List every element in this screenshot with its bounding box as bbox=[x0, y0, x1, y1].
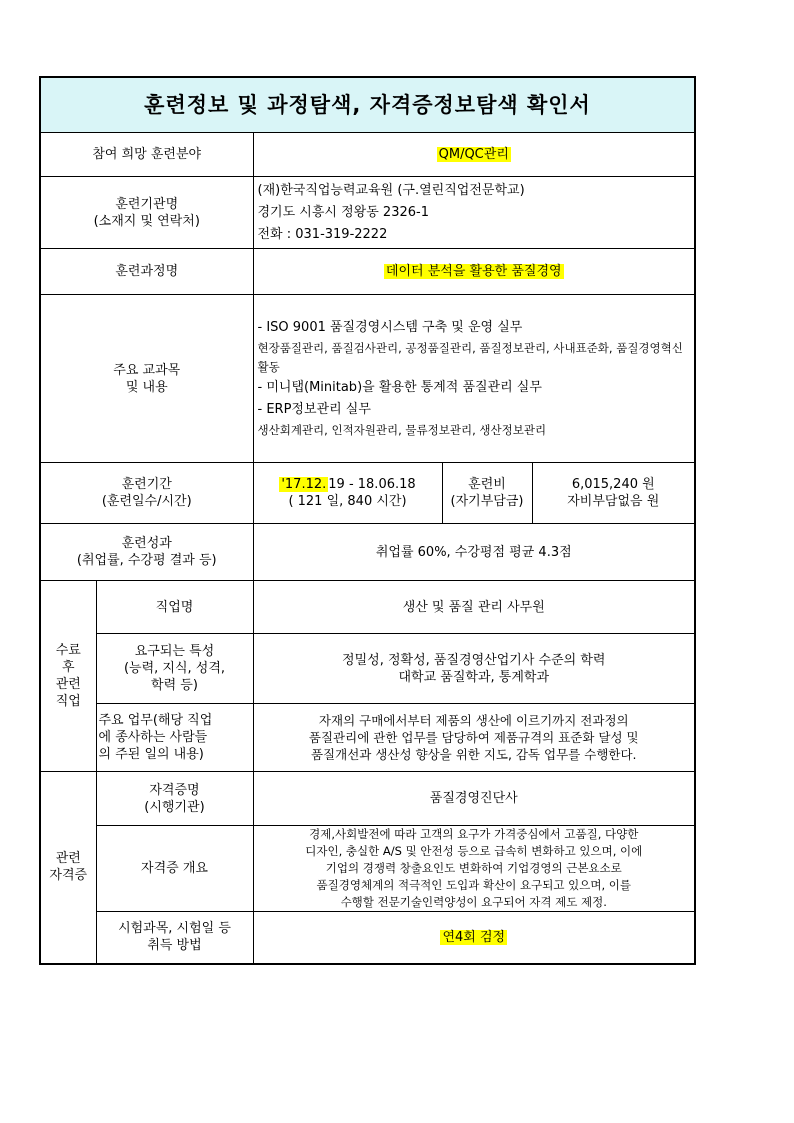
institution-label-cell bbox=[40, 177, 253, 249]
subjects-label-sub: 및 내용 bbox=[125, 379, 168, 395]
cert-group-label-line: 자격증 bbox=[49, 868, 88, 884]
field-label: 참여 희망 훈련분야 bbox=[40, 133, 253, 177]
field-value: QM/QC관리 bbox=[438, 147, 509, 162]
subject-detail: 생산회계관리, 인적자원관리, 물류정보관리, 생산정보관리 bbox=[257, 423, 547, 437]
institution-label: 훈련기관명 bbox=[115, 196, 179, 212]
cert-overview-line: 수행할 전문기술인력양성이 요구되어 자격 제도 제정. bbox=[340, 895, 607, 909]
cert-name-value: 품질경영진단사 bbox=[253, 772, 695, 826]
cert-overview-line: 기업의 경쟁력 창출요인도 변화하여 기업경영의 근본요소로 bbox=[325, 861, 622, 875]
fee-label-cell bbox=[442, 463, 532, 524]
results-value: 취업률 60%, 수강평점 평균 4.3점 bbox=[253, 524, 695, 581]
job-name-label: 직업명 bbox=[96, 581, 253, 634]
course-label: 훈련과정명 bbox=[40, 249, 253, 295]
job-traits-label bbox=[96, 634, 253, 704]
period-range bbox=[258, 476, 438, 493]
cert-overview-label: 자격증 개요 bbox=[96, 826, 253, 912]
field-value-cell bbox=[253, 133, 695, 177]
job-traits-value-line: 대학교 품질학과, 통계학과 bbox=[398, 669, 550, 685]
period-label-sub: (훈련일수/시간) bbox=[101, 494, 192, 509]
cert-exam-label bbox=[96, 912, 253, 964]
job-duty-value-line: 자재의 구매에서부터 제품의 생산에 이르기까지 전과정의 bbox=[318, 713, 629, 728]
course-value: 데이터 분석을 활용한 품질경영 bbox=[385, 264, 562, 279]
institution-phone: 전화 : 031-319-2222 bbox=[257, 226, 388, 242]
cert-overview-value bbox=[253, 826, 695, 912]
job-duty-label-line: 에 종사하는 사람들 bbox=[98, 730, 208, 745]
job-group-label-line: 관련 bbox=[55, 677, 81, 692]
job-group-label bbox=[40, 581, 96, 772]
results-label: 훈련성과 bbox=[121, 536, 172, 551]
cert-name-label-line: 자격증명 bbox=[149, 782, 200, 798]
job-duty-label-line: 주요 업무(해당 직업 bbox=[98, 713, 213, 728]
job-duty-value-line: 품질개선과 생산성 향상을 위한 지도, 감독 업무를 수행한다. bbox=[310, 747, 637, 762]
job-duty-value-line: 품질관리에 관한 업무를 담당하여 제품규격의 표준화 달성 및 bbox=[308, 730, 639, 745]
cert-exam-value-cell bbox=[253, 912, 695, 964]
job-duty-value bbox=[253, 704, 695, 772]
cert-overview-line: 경제,사회발전에 따라 고객의 요구가 가격중심에서 고품질, 다양한 bbox=[309, 827, 639, 841]
course-value-cell bbox=[253, 249, 695, 295]
job-duty-label-line: 의 주된 일의 내용) bbox=[98, 747, 204, 762]
institution-name: (재)한국직업능력교육원 (구.열린직업전문학교) bbox=[257, 182, 525, 198]
institution-address: 경기도 시흥시 정왕동 2326-1 bbox=[257, 204, 429, 220]
subject-item: - ERP정보관리 실무 bbox=[257, 402, 371, 417]
subjects-label: 주요 교과목 bbox=[113, 362, 181, 378]
cert-exam-label-line: 시험과목, 시험일 등 bbox=[118, 921, 231, 937]
job-traits-label-line: (능력, 지식, 성격, bbox=[123, 661, 226, 676]
job-group-label-line: 수료 bbox=[55, 643, 81, 658]
cert-exam-label-line: 취득 방법 bbox=[147, 938, 202, 954]
job-group-label-line: 직업 bbox=[55, 694, 81, 709]
fee-value-cell bbox=[532, 463, 695, 524]
job-duty-label bbox=[96, 704, 253, 772]
period-days: ( 121 일, 840 시간) bbox=[288, 494, 407, 509]
subjects-content bbox=[253, 295, 695, 463]
subject-item: - 미니탭(Minitab)을 활용한 통계적 품질관리 실무 bbox=[257, 380, 542, 395]
cert-overview-line: 디자인, 충실한 A/S 및 안전성 등으로 급속히 변화하고 있으며, 이에 bbox=[305, 844, 643, 858]
period-value-cell bbox=[253, 463, 442, 524]
cert-group-label-line: 관련 bbox=[55, 851, 81, 867]
self-pay-value: 자비부담없음 원 bbox=[567, 494, 660, 509]
period-label: 훈련기간 bbox=[121, 477, 172, 492]
period-range-rest: 19 - 18.06.18 bbox=[328, 477, 416, 492]
fee-label: 훈련비 bbox=[468, 477, 506, 492]
cert-name-label bbox=[96, 772, 253, 826]
cert-overview-line: 품질경영체계의 적극적인 도입과 확산이 요구되고 있으며, 이를 bbox=[316, 878, 631, 892]
job-traits-label-line: 요구되는 특성 bbox=[134, 644, 215, 659]
job-traits-label-line: 학력 등) bbox=[151, 678, 198, 693]
subject-detail: 현장품질관리, 품질검사관리, 공정품질관리, 품질정보관리, 사내표준화, 품질경영혁신활동 bbox=[257, 341, 683, 374]
institution-info bbox=[253, 177, 695, 249]
subjects-label-cell bbox=[40, 295, 253, 463]
institution-label-sub: (소재지 및 연락처) bbox=[93, 213, 200, 229]
period-start-highlight: '17.12. bbox=[281, 477, 327, 492]
job-group-label-line: 후 bbox=[61, 660, 75, 675]
cert-exam-value: 연4회 검정 bbox=[442, 929, 506, 945]
job-name-value: 생산 및 품질 관리 사무원 bbox=[253, 581, 695, 634]
form-title: 훈련정보 및 과정탐색, 자격증정보탐색 확인서 bbox=[40, 77, 695, 133]
cert-name-label-line: (시행기관) bbox=[144, 799, 205, 815]
cert-group-label bbox=[40, 772, 96, 964]
subject-item: - ISO 9001 품질경영시스템 구축 및 운영 실무 bbox=[257, 320, 523, 335]
results-label-cell bbox=[40, 524, 253, 581]
job-traits-value bbox=[253, 634, 695, 704]
fee-label-sub: (자기부담금) bbox=[450, 494, 524, 509]
confirmation-form bbox=[39, 76, 696, 965]
period-label-cell bbox=[40, 463, 253, 524]
results-label-sub: (취업률, 수강평 결과 등) bbox=[76, 553, 217, 568]
job-traits-value-line: 정밀성, 정확성, 품질경영산업기사 수준의 학력 bbox=[342, 652, 606, 668]
fee-value: 6,015,240 원 bbox=[571, 477, 655, 492]
